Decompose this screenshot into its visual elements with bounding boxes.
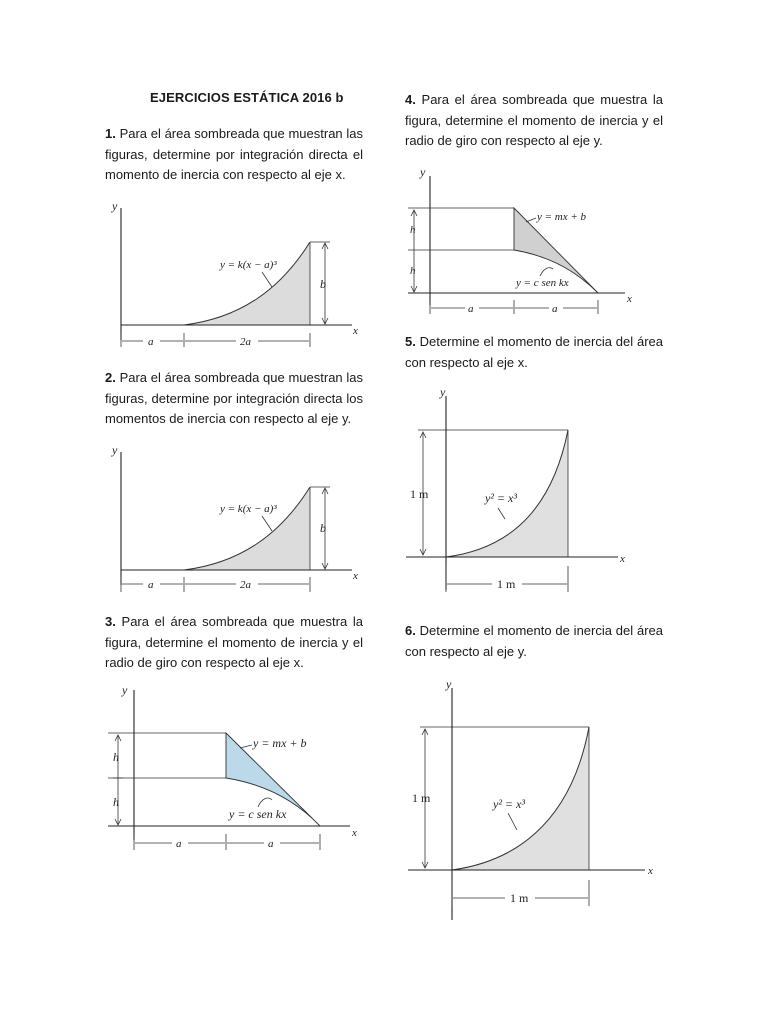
problem-3-number: 3.: [105, 614, 116, 629]
figure-4-x-label: x: [627, 293, 632, 305]
page-title: EJERCICIOS ESTÁTICA 2016 b: [150, 90, 344, 105]
figure-3-a-left: a: [176, 838, 182, 850]
figure-4-y-label: y: [420, 165, 426, 179]
problem-2-text: Para el área sombreada que muestran las figuras, determine por integración directa los momentos de inercia con respecto al eje y.: [105, 370, 363, 426]
problem-1-text: Para el área sombreada que muestran las figuras, determine por integración directa el momento de inercia con respecto al eje x.: [105, 126, 363, 182]
figure-3-h-top: h: [113, 750, 119, 764]
figure-5-x-label: x: [620, 553, 625, 565]
figure-3-y-label: y: [122, 683, 128, 697]
figure-3-x-label: x: [352, 827, 357, 839]
figure-4-line-eq: y = mx + b: [537, 211, 587, 223]
figure-5-1m-horizontal: 1 m: [497, 577, 516, 591]
figure-6-y-label: y: [446, 677, 452, 691]
figure-5-eq: y² = x³: [485, 491, 517, 505]
problem-4-number: 4.: [405, 92, 416, 107]
figure-5-1m-vertical: 1 m: [410, 487, 429, 501]
figure-2-2a-label: 2a: [240, 579, 251, 591]
figure-1-eq: y = k(x − a)³: [220, 259, 277, 271]
problem-4-text: Para el área sombreada que muestra la figura, determine el momento de inercia y el radio de giro con respecto al eje y.: [405, 92, 663, 148]
problem-6-text: Determine el momento de inercia del área con respecto al eje y.: [405, 623, 663, 659]
figure-3-sine-eq: y = c sen kx: [229, 807, 287, 821]
figure-6-x-label: x: [648, 865, 653, 877]
figure-2-a-label: a: [148, 579, 154, 591]
figure-3-h-bottom: h: [113, 795, 119, 809]
figure-4-a-left: a: [468, 303, 474, 315]
figure-5-y-label: y: [440, 385, 446, 399]
figure-3-a-right: a: [268, 838, 274, 850]
figure-4-h-bottom: h: [410, 265, 416, 277]
figure-1-x-label: x: [353, 325, 358, 337]
figure-6-1m-vertical: 1 m: [412, 791, 431, 805]
figure-1-2a-label: 2a: [240, 336, 251, 348]
figure-2-b-label: b: [320, 521, 326, 535]
figure-4-sine-eq: y = c sen kx: [516, 277, 569, 289]
figure-1-b-label: b: [320, 277, 326, 291]
figure-4-h-top: h: [410, 224, 416, 236]
problem-3-text: Para el área sombreada que muestra la figura, determine el momento de inercia y el radio de giro con respecto al eje x.: [105, 614, 363, 670]
figure-1-y-label: y: [112, 199, 118, 213]
figure-2-y-label: y: [112, 443, 118, 457]
figure-6-eq: y² = x³: [493, 797, 525, 811]
figure-6-1m-horizontal: 1 m: [510, 891, 529, 905]
figure-2-x-label: x: [353, 570, 358, 582]
figure-4-a-right: a: [552, 303, 558, 315]
problem-5-text: Determine el momento de inercia del área con respecto al eje x.: [405, 334, 663, 370]
problem-2-number: 2.: [105, 370, 116, 385]
problem-6-number: 6.: [405, 623, 416, 638]
figure-2-eq: y = k(x − a)³: [220, 503, 277, 515]
figure-3-line-eq: y = mx + b: [253, 736, 307, 750]
problem-1-number: 1.: [105, 126, 116, 141]
problem-5-number: 5.: [405, 334, 416, 349]
figure-1-a-label: a: [148, 336, 154, 348]
